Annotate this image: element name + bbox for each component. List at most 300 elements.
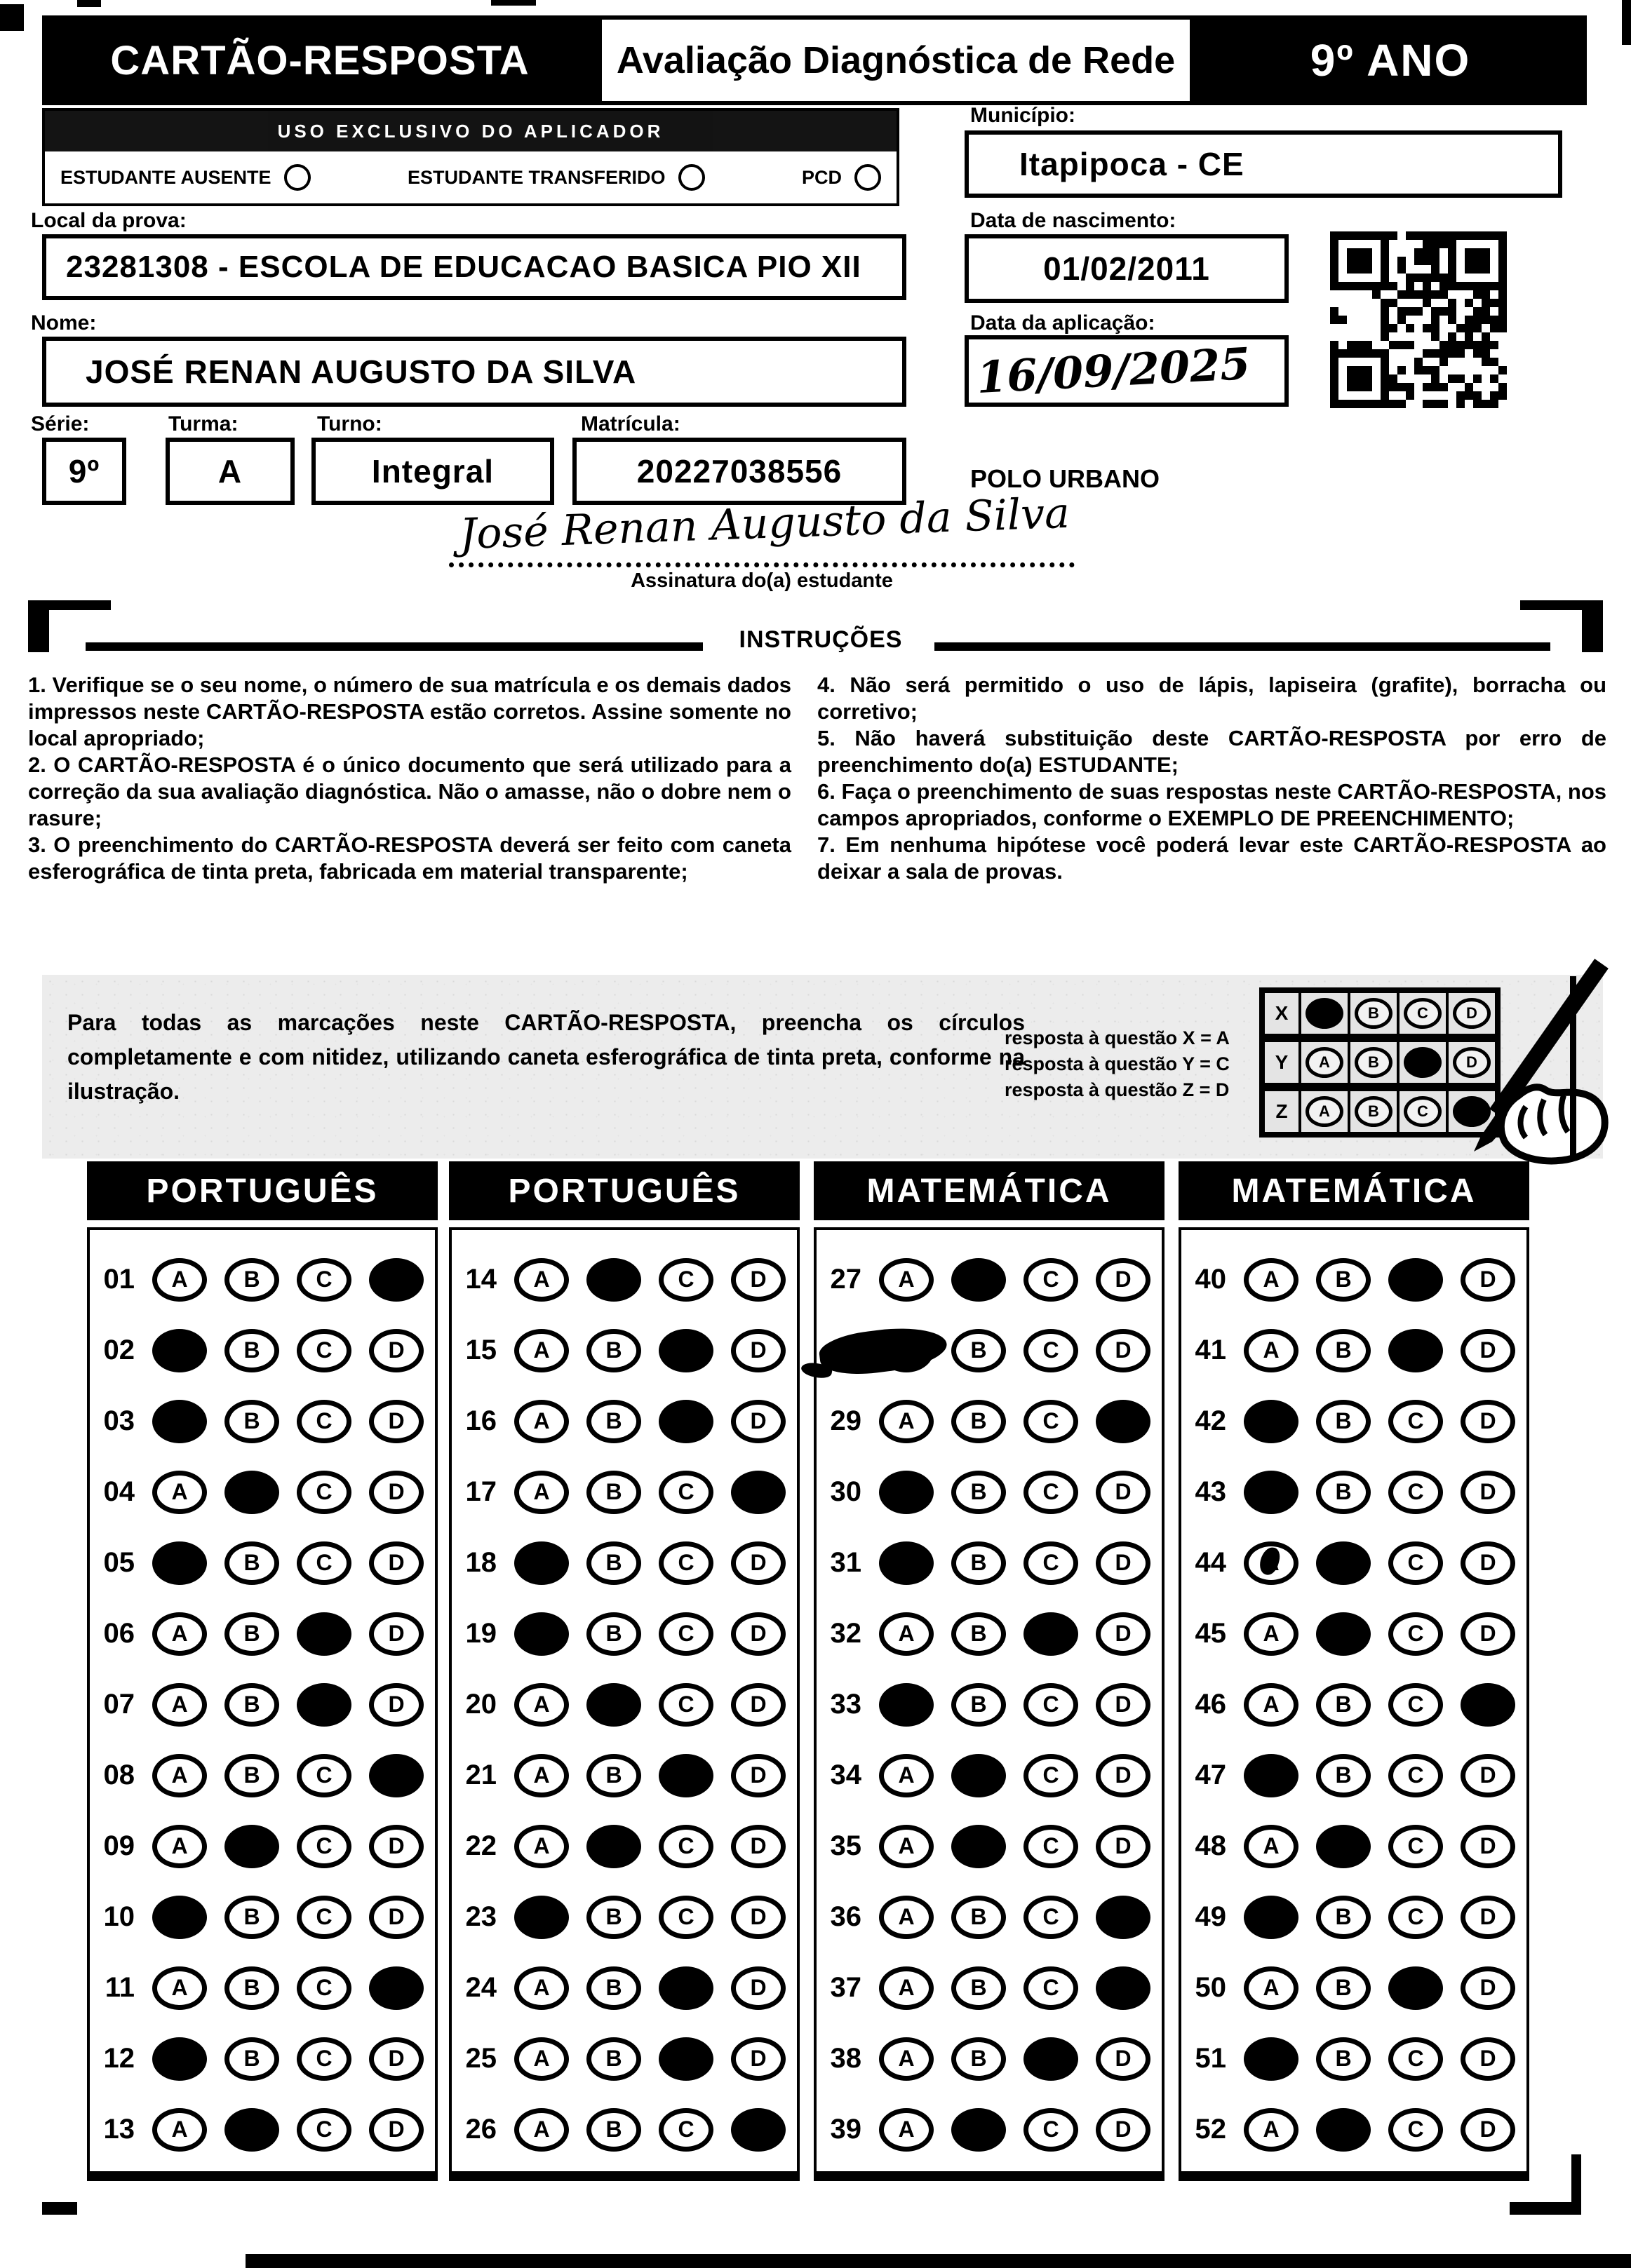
answer-bubble-A[interactable]: A: [879, 1825, 934, 1868]
answer-bubble-B[interactable]: B: [951, 1612, 1006, 1656]
answer-bubble-D[interactable]: [369, 1966, 424, 2010]
answer-bubble-D[interactable]: D: [731, 1825, 786, 1868]
answer-bubble-C[interactable]: C: [659, 1541, 713, 1585]
answer-bubble-C[interactable]: [1023, 1612, 1078, 1656]
answer-bubble-C[interactable]: C: [1388, 1896, 1443, 1939]
question-number: 13: [103, 2114, 135, 2145]
turma-label: Turma:: [168, 412, 239, 436]
answer-bubble-C[interactable]: C: [1388, 1612, 1443, 1656]
qr-code: [1330, 231, 1507, 408]
instruction-item: 5. Não haverá substituição deste CARTÃO-RESPOSTA por erro de preenchimento do(a) ESTUDANTE;: [817, 726, 1606, 777]
answer-bubble-B[interactable]: B: [586, 1400, 641, 1443]
example-bubble-C[interactable]: C: [1404, 998, 1442, 1029]
turno-value: Integral: [371, 453, 495, 490]
answer-bubble-D[interactable]: D: [369, 1683, 424, 1727]
answer-bubble-B[interactable]: B: [224, 1754, 279, 1797]
answer-bubble-D[interactable]: D: [369, 1825, 424, 1868]
question-number: 52: [1195, 2114, 1226, 2145]
answer-bubble-B[interactable]: B: [951, 1541, 1006, 1585]
answer-bubble-D[interactable]: D: [1461, 1612, 1515, 1656]
question-number: 21: [465, 1760, 497, 1790]
answer-bubble-A[interactable]: A: [1244, 2108, 1298, 2152]
answer-bubble-A[interactable]: A: [152, 1471, 207, 1514]
example-bubble-A[interactable]: [1306, 998, 1343, 1029]
answer-bubble-B[interactable]: B: [1316, 2037, 1371, 2081]
answer-bubble-C[interactable]: C: [297, 2108, 351, 2152]
answer-bubble-B[interactable]: B: [951, 1966, 1006, 2010]
applicator-option: [60, 164, 311, 191]
example-bubble-C[interactable]: C: [1404, 1096, 1442, 1127]
answer-bubble-C[interactable]: C: [659, 1612, 713, 1656]
answer-bubble-D[interactable]: D: [369, 1400, 424, 1443]
question-row: [90, 1386, 435, 1457]
question-row: [90, 2094, 435, 2165]
answer-bubble-D[interactable]: D: [1461, 2037, 1515, 2081]
question-row: [1181, 1598, 1526, 1669]
answer-bubble-D[interactable]: [369, 1754, 424, 1797]
answer-bubble-A[interactable]: A: [152, 1825, 207, 1868]
example-answer-line: resposta à questão Y = C: [1005, 1053, 1230, 1074]
answer-bubble-D[interactable]: D: [731, 1329, 786, 1372]
answer-bubble-A[interactable]: A: [152, 1258, 207, 1302]
answer-bubble-A[interactable]: A: [1244, 1258, 1298, 1302]
answer-bubble-C[interactable]: C: [1388, 2037, 1443, 2081]
answer-bubble-D[interactable]: D: [369, 1896, 424, 1939]
answer-bubble-C[interactable]: C: [1023, 1683, 1078, 1727]
applicator-section: [42, 108, 899, 206]
example-bubble-A[interactable]: A: [1306, 1047, 1343, 1078]
answer-bubble-B[interactable]: B: [1316, 1329, 1371, 1372]
answer-bubble-B[interactable]: B: [951, 2037, 1006, 2081]
aplicacao-label: Data da aplicação:: [970, 311, 1155, 335]
question-row: [817, 2023, 1162, 2094]
example-row-label: Z: [1275, 1100, 1288, 1122]
applicator-option-bubble[interactable]: [678, 164, 705, 191]
matricula-label: Matrícula:: [581, 412, 680, 436]
answer-bubble-C[interactable]: C: [659, 1683, 713, 1727]
answer-bubble-C[interactable]: [1388, 1966, 1443, 2010]
question-number: 12: [103, 2043, 135, 2074]
applicator-option: [408, 164, 705, 191]
answer-bubble-B[interactable]: [951, 1825, 1006, 1868]
question-number: 22: [465, 1830, 497, 1861]
question-row: [452, 1811, 797, 1882]
answer-bubble-A[interactable]: [514, 1541, 569, 1585]
answer-bubble-A[interactable]: [1244, 2037, 1298, 2081]
instruction-item: 1. Verifique se o seu nome, o número de sua matrícula e os demais dados impressos neste CARTÃO-RESPOSTA estão corretos. Assine somente no local apropriado;: [28, 673, 791, 750]
answer-bubble-A[interactable]: [152, 2037, 207, 2081]
question-number: 06: [103, 1618, 135, 1649]
answer-bubble-B[interactable]: [586, 1683, 641, 1727]
answer-bubble-D[interactable]: D: [1096, 2108, 1150, 2152]
answer-bubble-C[interactable]: [297, 1683, 351, 1727]
answer-bubble-D[interactable]: D: [369, 1541, 424, 1585]
answer-bubble-C[interactable]: C: [659, 1896, 713, 1939]
answer-bubble-B[interactable]: [1316, 1541, 1371, 1585]
answer-bubble-C[interactable]: [1388, 1329, 1443, 1372]
answer-bubble-A[interactable]: A: [879, 1966, 934, 2010]
answer-bubble-C[interactable]: C: [1023, 1825, 1078, 1868]
answer-bubble-B[interactable]: [224, 2108, 279, 2152]
applicator-option-label: ESTUDANTE TRANSFERIDO: [408, 166, 666, 188]
answer-bubble-B[interactable]: B: [1316, 1966, 1371, 2010]
answer-bubble-D[interactable]: D: [1461, 2108, 1515, 2152]
example-bubble-B[interactable]: B: [1355, 1047, 1392, 1078]
answer-section-title: PORTUGUÊS: [449, 1161, 800, 1220]
answer-bubble-B[interactable]: [951, 1754, 1006, 1797]
answer-bubble-A[interactable]: [879, 1683, 934, 1727]
answer-bubble-D[interactable]: D: [1461, 1825, 1515, 1868]
answer-bubble-D[interactable]: D: [369, 1471, 424, 1514]
answer-bubble-C[interactable]: C: [297, 1896, 351, 1939]
answer-bubble-C[interactable]: C: [1388, 1541, 1443, 1585]
answer-section-3: [814, 1161, 1164, 2181]
answer-bubble-A[interactable]: A: [879, 1896, 934, 1939]
answer-bubble-D[interactable]: [369, 1258, 424, 1302]
answer-bubble-A[interactable]: [879, 1541, 934, 1585]
answer-bubble-C[interactable]: C: [1023, 1400, 1078, 1443]
answer-bubble-B[interactable]: B: [1316, 1683, 1371, 1727]
answer-section-box: [449, 1227, 800, 2181]
answer-bubble-D[interactable]: D: [1461, 1329, 1515, 1372]
answer-bubble-A[interactable]: A: [152, 1612, 207, 1656]
answer-bubble-D[interactable]: D: [1461, 1896, 1515, 1939]
example-row-label: X: [1275, 1002, 1289, 1024]
answer-bubble-D[interactable]: [731, 1471, 786, 1514]
answer-bubble-D[interactable]: D: [369, 2037, 424, 2081]
serie-label: Série:: [31, 412, 90, 436]
answer-bubble-A[interactable]: A: [879, 1258, 934, 1302]
answer-bubble-D[interactable]: D: [731, 1400, 786, 1443]
answer-bubble-C[interactable]: C: [1023, 1896, 1078, 1939]
question-number: 18: [465, 1547, 497, 1578]
answer-bubble-C[interactable]: [659, 1400, 713, 1443]
question-number: 39: [830, 2114, 861, 2145]
answer-bubble-D[interactable]: D: [1096, 1471, 1150, 1514]
answer-bubble-D[interactable]: D: [731, 1541, 786, 1585]
question-row: [452, 1669, 797, 1740]
answer-bubble-C[interactable]: C: [1023, 1329, 1078, 1372]
answer-bubble-A[interactable]: A: [879, 2108, 934, 2152]
answer-bubble-B[interactable]: B: [1316, 1471, 1371, 1514]
municipio-field[interactable]: [965, 130, 1562, 198]
answer-bubble-A[interactable]: [1244, 1896, 1298, 1939]
answer-bubble-B[interactable]: B: [224, 1612, 279, 1656]
answer-bubble-C[interactable]: C: [297, 1329, 351, 1372]
answer-bubble-B[interactable]: [1316, 2108, 1371, 2152]
answer-bubble-C[interactable]: [659, 1754, 713, 1797]
example-bubble-D[interactable]: D: [1453, 998, 1491, 1029]
nome-field[interactable]: [42, 337, 906, 407]
answer-bubble-C[interactable]: [659, 1329, 713, 1372]
answer-bubble-B[interactable]: [586, 1258, 641, 1302]
answer-bubble-D[interactable]: D: [1096, 1329, 1150, 1372]
instruction-item: 6. Faça o preenchimento de suas respostas neste CARTÃO-RESPOSTA, nos campos apropriados, conforme o EXEMPLO DE PREENCHIMENTO;: [817, 779, 1606, 830]
answer-bubble-B[interactable]: B: [586, 2037, 641, 2081]
answer-bubble-C[interactable]: C: [659, 2108, 713, 2152]
answer-bubble-A[interactable]: A: [514, 1966, 569, 2010]
answer-bubble-C[interactable]: C: [297, 1754, 351, 1797]
answer-bubble-C[interactable]: C: [1023, 1258, 1078, 1302]
answer-bubble-C[interactable]: C: [1388, 1754, 1443, 1797]
answer-bubble-B[interactable]: B: [951, 1683, 1006, 1727]
signature-handwritten: José Renan Augusto da Silva: [459, 488, 1070, 560]
answer-bubble-A[interactable]: A: [1244, 1329, 1298, 1372]
question-row: [90, 1811, 435, 1882]
answer-bubble-C[interactable]: C: [1023, 1966, 1078, 2010]
answer-bubble-B[interactable]: B: [951, 1329, 1006, 1372]
answer-bubble-C[interactable]: C: [1388, 2108, 1443, 2152]
question-number: 46: [1195, 1689, 1226, 1720]
answer-bubble-C[interactable]: C: [1388, 1825, 1443, 1868]
answer-bubble-B[interactable]: [951, 2108, 1006, 2152]
answer-bubble-A[interactable]: A: [514, 1754, 569, 1797]
question-row: [817, 1669, 1162, 1740]
scan-tick-top-1: [77, 0, 101, 7]
answer-bubble-A[interactable]: A: [152, 1683, 207, 1727]
answer-bubble-A[interactable]: [1244, 1754, 1298, 1797]
instruction-item: 3. O preenchimento do CARTÃO-RESPOSTA deverá ser feito com caneta esferográfica de tinta preta, fabricada em material transparente;: [28, 832, 791, 884]
answer-bubble-A[interactable]: [152, 1400, 207, 1443]
question-row: [90, 1527, 435, 1598]
example-bubble-D[interactable]: D: [1453, 1047, 1491, 1078]
answer-bubble-C[interactable]: C: [1388, 1683, 1443, 1727]
answer-bubble-C[interactable]: [297, 1612, 351, 1656]
example-grid-cell: [1348, 993, 1397, 1034]
answer-bubble-A[interactable]: A: [1244, 1612, 1298, 1656]
answer-bubble-A[interactable]: A: [1244, 1825, 1298, 1868]
answer-bubble-D[interactable]: D: [731, 1896, 786, 1939]
question-number: 30: [830, 1476, 861, 1507]
question-number: 11: [105, 1972, 135, 2003]
answer-bubble-B[interactable]: B: [1316, 1258, 1371, 1302]
answer-bubble-C[interactable]: C: [1023, 1754, 1078, 1797]
answer-bubble-C[interactable]: C: [297, 1966, 351, 2010]
answer-section-title: MATEMÁTICA: [1179, 1161, 1529, 1220]
answer-bubble-A[interactable]: A: [152, 1754, 207, 1797]
answer-bubble-B[interactable]: B: [224, 1683, 279, 1727]
answer-bubble-D[interactable]: [731, 2108, 786, 2152]
polo-label: POLO URBANO: [970, 464, 1160, 493]
answer-bubble-C[interactable]: [1023, 2037, 1078, 2081]
answer-bubble-C[interactable]: C: [1023, 2108, 1078, 2152]
answer-bubble-A[interactable]: A: [514, 1825, 569, 1868]
question-row: [452, 1457, 797, 1527]
answer-bubble-B[interactable]: B: [224, 1258, 279, 1302]
answer-bubble-D[interactable]: D: [1461, 1754, 1515, 1797]
answer-bubble-B[interactable]: B: [1316, 1896, 1371, 1939]
applicator-option-bubble[interactable]: [854, 164, 881, 191]
exam-title: Avaliação Diagnóstica de Rede: [616, 39, 1176, 81]
answer-bubble-A[interactable]: [514, 1896, 569, 1939]
answer-bubble-D[interactable]: D: [731, 1683, 786, 1727]
answer-bubble-A[interactable]: A: [514, 1400, 569, 1443]
example-divider-line: [1570, 976, 1576, 1159]
answer-bubble-A[interactable]: A: [152, 2108, 207, 2152]
answer-bubble-C[interactable]: C: [1388, 1400, 1443, 1443]
example-bubble-B[interactable]: B: [1355, 998, 1392, 1029]
answer-bubble-A[interactable]: A: [514, 2037, 569, 2081]
answer-bubble-B[interactable]: B: [1316, 1400, 1371, 1443]
example-bubble-A[interactable]: A: [1306, 1096, 1343, 1127]
answer-bubble-D[interactable]: D: [1096, 1683, 1150, 1727]
question-number: 41: [1195, 1335, 1226, 1365]
answer-bubble-C[interactable]: [659, 2037, 713, 2081]
answer-bubble-C[interactable]: C: [1388, 1471, 1443, 1514]
answer-bubble-C[interactable]: C: [297, 1825, 351, 1868]
answer-bubble-B[interactable]: B: [586, 1329, 641, 1372]
answer-bubble-A[interactable]: A: [514, 1258, 569, 1302]
answer-bubble-C[interactable]: [1388, 1258, 1443, 1302]
question-row: [817, 1386, 1162, 1457]
answer-bubble-A[interactable]: A: [879, 1612, 934, 1656]
question-number: 51: [1195, 2043, 1226, 2074]
answer-bubble-C[interactable]: C: [297, 1258, 351, 1302]
answer-bubble-C[interactable]: [659, 1966, 713, 2010]
answer-bubble-A[interactable]: [879, 1471, 934, 1514]
question-row: [1181, 2094, 1526, 2165]
answer-bubble-D[interactable]: D: [1096, 1541, 1150, 1585]
local-field[interactable]: [42, 234, 906, 300]
answer-bubble-C[interactable]: C: [297, 2037, 351, 2081]
answer-bubble-A[interactable]: A: [514, 1329, 569, 1372]
answer-bubble-B[interactable]: B: [1316, 1754, 1371, 1797]
answer-bubble-C[interactable]: C: [659, 1471, 713, 1514]
answer-bubble-D[interactable]: D: [1461, 1400, 1515, 1443]
answer-bubble-B[interactable]: B: [586, 2108, 641, 2152]
answer-bubble-B[interactable]: B: [586, 1541, 641, 1585]
question-row: [1181, 1740, 1526, 1811]
answer-bubble-C[interactable]: C: [297, 1541, 351, 1585]
crop-mark-bottom-right-h: [1510, 2202, 1581, 2215]
answer-bubble-B[interactable]: B: [951, 1471, 1006, 1514]
answer-bubble-A[interactable]: A: [879, 1400, 934, 1443]
answer-bubble-B[interactable]: B: [224, 1541, 279, 1585]
answer-bubble-B[interactable]: B: [586, 1612, 641, 1656]
signature-caption: Assinatura do(a) estudante: [631, 569, 893, 592]
answer-bubble-D[interactable]: [1096, 1400, 1150, 1443]
answer-bubble-B[interactable]: [224, 1471, 279, 1514]
matricula-field[interactable]: [572, 438, 906, 505]
answer-bubble-B[interactable]: B: [586, 1896, 641, 1939]
answer-bubble-B[interactable]: B: [586, 1471, 641, 1514]
answer-bubble-A[interactable]: [152, 1329, 207, 1372]
example-bubble-B[interactable]: B: [1355, 1096, 1392, 1127]
question-number: 37: [830, 1972, 861, 2003]
nascimento-field[interactable]: [965, 234, 1289, 303]
answer-bubble-D[interactable]: D: [1461, 1541, 1515, 1585]
answer-bubble-A[interactable]: A: [514, 1683, 569, 1727]
answer-bubble-D[interactable]: D: [731, 2037, 786, 2081]
answer-bubble-B[interactable]: B: [586, 1754, 641, 1797]
answer-bubble-A[interactable]: A: [879, 2037, 934, 2081]
answer-bubble-C[interactable]: C: [1023, 1471, 1078, 1514]
answer-bubble-B[interactable]: [224, 1825, 279, 1868]
answer-bubble-D[interactable]: D: [1461, 1966, 1515, 2010]
instruction-item: 2. O CARTÃO-RESPOSTA é o único documento que será utilizado para a correção da sua avaliação diagnóstica. Não o amasse, não o dobre nem o rasure;: [28, 752, 791, 830]
answer-bubble-B[interactable]: B: [224, 1400, 279, 1443]
answer-bubble-B[interactable]: [586, 1825, 641, 1868]
answer-bubble-D[interactable]: [1096, 1896, 1150, 1939]
answer-bubble-D[interactable]: [1461, 1683, 1515, 1727]
question-row: [90, 2023, 435, 2094]
answer-bubble-A[interactable]: A: [1244, 1966, 1298, 2010]
answer-bubble-C[interactable]: C: [297, 1471, 351, 1514]
answer-bubble-D[interactable]: D: [1096, 1754, 1150, 1797]
serie-field[interactable]: [42, 438, 126, 505]
answer-bubble-B[interactable]: [1316, 1612, 1371, 1656]
answer-bubble-B[interactable]: B: [951, 1400, 1006, 1443]
answer-bubble-D[interactable]: D: [369, 1612, 424, 1656]
answer-bubble-D[interactable]: D: [369, 2108, 424, 2152]
answer-bubble-B[interactable]: [1316, 1825, 1371, 1868]
question-row: [452, 1315, 797, 1386]
answer-bubble-A[interactable]: [152, 1896, 207, 1939]
answer-bubble-B[interactable]: B: [951, 1896, 1006, 1939]
answer-bubble-A[interactable]: A: [879, 1754, 934, 1797]
answer-bubble-C[interactable]: C: [659, 1825, 713, 1868]
answer-bubble-B[interactable]: [951, 1258, 1006, 1302]
example-answer-line: resposta à questão X = A: [1005, 1027, 1230, 1048]
answer-bubble-D[interactable]: D: [731, 1754, 786, 1797]
turma-field[interactable]: [166, 438, 295, 505]
answer-bubble-A[interactable]: [1244, 1471, 1298, 1514]
answer-bubble-D[interactable]: D: [1096, 1825, 1150, 1868]
answer-bubble-D[interactable]: [1096, 1966, 1150, 2010]
answer-bubble-A[interactable]: [514, 1612, 569, 1656]
question-number: 16: [465, 1405, 497, 1436]
answer-bubble-A[interactable]: A: [514, 1471, 569, 1514]
answer-bubble-D[interactable]: D: [1461, 1471, 1515, 1514]
question-row: [1181, 1527, 1526, 1598]
question-number: 27: [830, 1264, 861, 1295]
answer-bubble-B[interactable]: B: [224, 1329, 279, 1372]
answer-bubble-B[interactable]: B: [586, 1966, 641, 2010]
answer-bubble-D[interactable]: D: [369, 1329, 424, 1372]
question-number: 44: [1195, 1547, 1226, 1578]
applicator-option-bubble[interactable]: [284, 164, 311, 191]
answer-bubble-C[interactable]: C: [1023, 1541, 1078, 1585]
answer-bubble-D[interactable]: D: [731, 1612, 786, 1656]
question-number: 07: [103, 1689, 135, 1720]
answer-bubble-C[interactable]: C: [297, 1400, 351, 1443]
instructions-rule-left: [86, 642, 703, 651]
answer-bubble-A[interactable]: [152, 1541, 207, 1585]
answer-bubble-A[interactable]: A: [514, 2108, 569, 2152]
question-row: [1181, 1386, 1526, 1457]
answer-bubble-D[interactable]: D: [731, 1258, 786, 1302]
answer-section-title: MATEMÁTICA: [814, 1161, 1164, 1220]
answer-bubble-D[interactable]: D: [1096, 1612, 1150, 1656]
answer-bubble-A[interactable]: A: [152, 1966, 207, 2010]
answer-bubble-B[interactable]: B: [224, 1896, 279, 1939]
answer-bubble-D[interactable]: D: [1096, 1258, 1150, 1302]
nome-value: JOSÉ RENAN AUGUSTO DA SILVA: [86, 353, 637, 390]
question-row: [817, 1598, 1162, 1669]
question-row: [90, 1244, 435, 1315]
answer-bubble-D[interactable]: D: [1461, 1258, 1515, 1302]
answer-bubble-D[interactable]: D: [731, 1966, 786, 2010]
instruction-item: 7. Em nenhuma hipótese você poderá levar este CARTÃO-RESPOSTA ao deixar a sala de provas.: [817, 832, 1606, 884]
turno-field[interactable]: [311, 438, 554, 505]
answer-bubble-A[interactable]: [1244, 1400, 1298, 1443]
answer-bubble-B[interactable]: B: [224, 2037, 279, 2081]
answer-bubble-A[interactable]: A: [1244, 1683, 1298, 1727]
question-row: [817, 1527, 1162, 1598]
answer-bubble-D[interactable]: D: [1096, 2037, 1150, 2081]
answer-bubble-B[interactable]: B: [224, 1966, 279, 2010]
answer-bubble-C[interactable]: C: [659, 1258, 713, 1302]
